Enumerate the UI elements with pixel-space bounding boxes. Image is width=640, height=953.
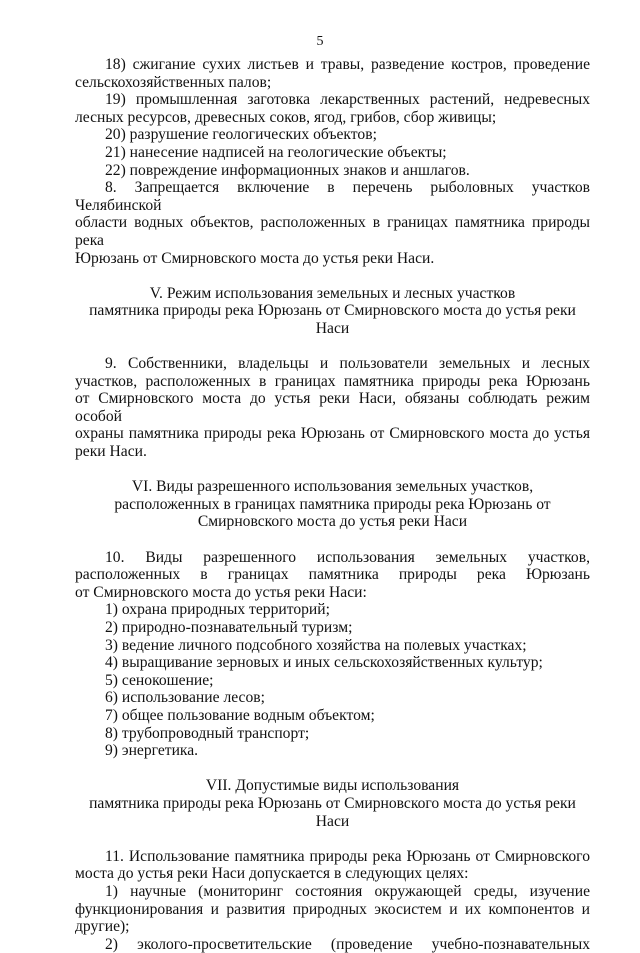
paragraph-11-item1: 1) научные (мониторинг состояния окружающей среды, изучение [105, 882, 590, 900]
list-item-21: 21) нанесение надписей на геологические объекты; [105, 143, 447, 161]
paragraph-8: 8. Запрещается включение в перечень рыболовных участков Челябинской [75, 179, 590, 214]
list-item: 2) природно-познавательный туризм; [105, 619, 353, 636]
section-heading-vi-line2: расположенных в границах памятника природы река Юрюзань от [114, 495, 551, 513]
section-heading-v: V. Режим использования земельных и лесных участков [149, 284, 516, 302]
section-heading-vi-line3: Смирновского моста до устья реки Наси [197, 513, 468, 531]
paragraph-10-line2: расположенных в границах памятника природы река Юрюзань [75, 566, 590, 584]
paragraph-8-line2: области водных объектов, расположенных в границах памятника природы река [75, 214, 590, 249]
list-item-22: 22) повреждение информационных знаков и аншлагов. [105, 161, 470, 179]
list-item-18: 18) сжигание сухих листьев и травы, разведение костров, проведение [105, 56, 590, 73]
section-heading-vii: VII. Допустимые виды использования [205, 777, 460, 795]
list-item: 9) энергетика. [105, 742, 199, 760]
list-item: 6) использование лесов; [105, 689, 265, 707]
list-item: 3) ведение личного подсобного хозяйства на полевых участках; [105, 636, 527, 654]
paragraph-9-line3: от Смирновского моста до устья реки Наси, обязаны соблюдать режим особой [75, 390, 590, 425]
section-heading-vii-line2: памятника природы река Юрюзань от Смирновского моста до устья реки Наси [89, 794, 576, 830]
paragraph-10-line3: от Смирновского моста до устья реки Наси: [75, 583, 367, 601]
paragraph-9-line4: охраны памятника природы река Юрюзань от Смирновского моста до устья [75, 425, 590, 443]
paragraph-11-item2: 2) эколого-просветительские (проведение учебно-познавательных [105, 935, 590, 953]
section-heading-v-line2: памятника природы река Юрюзань от Смирновского моста до устья реки Наси [89, 302, 576, 337]
list-item: 7) общее пользование водным объектом; [105, 706, 375, 724]
list-item-19-cont: лесных ресурсов, древесных соков, ягод, грибов, сбор живицы; [75, 108, 497, 126]
paragraph-11-line2: моста до устья реки Наси допускается в следующих целях: [75, 865, 469, 883]
page-number: 5 [316, 34, 324, 49]
paragraph-9-line2: участков, расположенных в границах памятника природы река Юрюзань [75, 372, 590, 390]
list-item: 8) трубопроводный транспорт; [105, 724, 310, 742]
list-item: 4) выращивание зерновых и иных сельскохозяйственных культур; [105, 654, 543, 672]
list-item-19: 19) промышленная заготовка лекарственных растений, недревесных [105, 91, 590, 109]
section-heading-vi: VI. Виды разрешенного использования земельных участков, [131, 478, 534, 496]
paragraph-8-line3: Юрюзань от Смирновского моста до устья реки Наси. [75, 249, 435, 267]
list-item-18-cont: сельскохозяйственных палов; [75, 73, 272, 91]
list-item: 1) охрана природных территорий; [105, 601, 330, 619]
paragraph-11: 11. Использование памятника природы река Юрюзань от Смирновского [105, 847, 590, 865]
paragraph-9: 9. Собственники, владельцы и пользователи земельных и лесных [105, 355, 590, 373]
paragraph-11-item1-line3: другие); [75, 918, 130, 936]
list-item-20: 20) разрушение геологических объектов; [105, 126, 377, 144]
paragraph-10: 10. Виды разрешенного использования земельных участков, [105, 548, 590, 566]
paragraph-11-item1-line2: функционирования и развития природных экосистем и их компонентов и [75, 900, 590, 918]
list-item: 5) сенокошение; [105, 671, 214, 689]
paragraph-9-line5: реки Наси. [75, 443, 147, 461]
document-body [75, 56, 590, 953]
